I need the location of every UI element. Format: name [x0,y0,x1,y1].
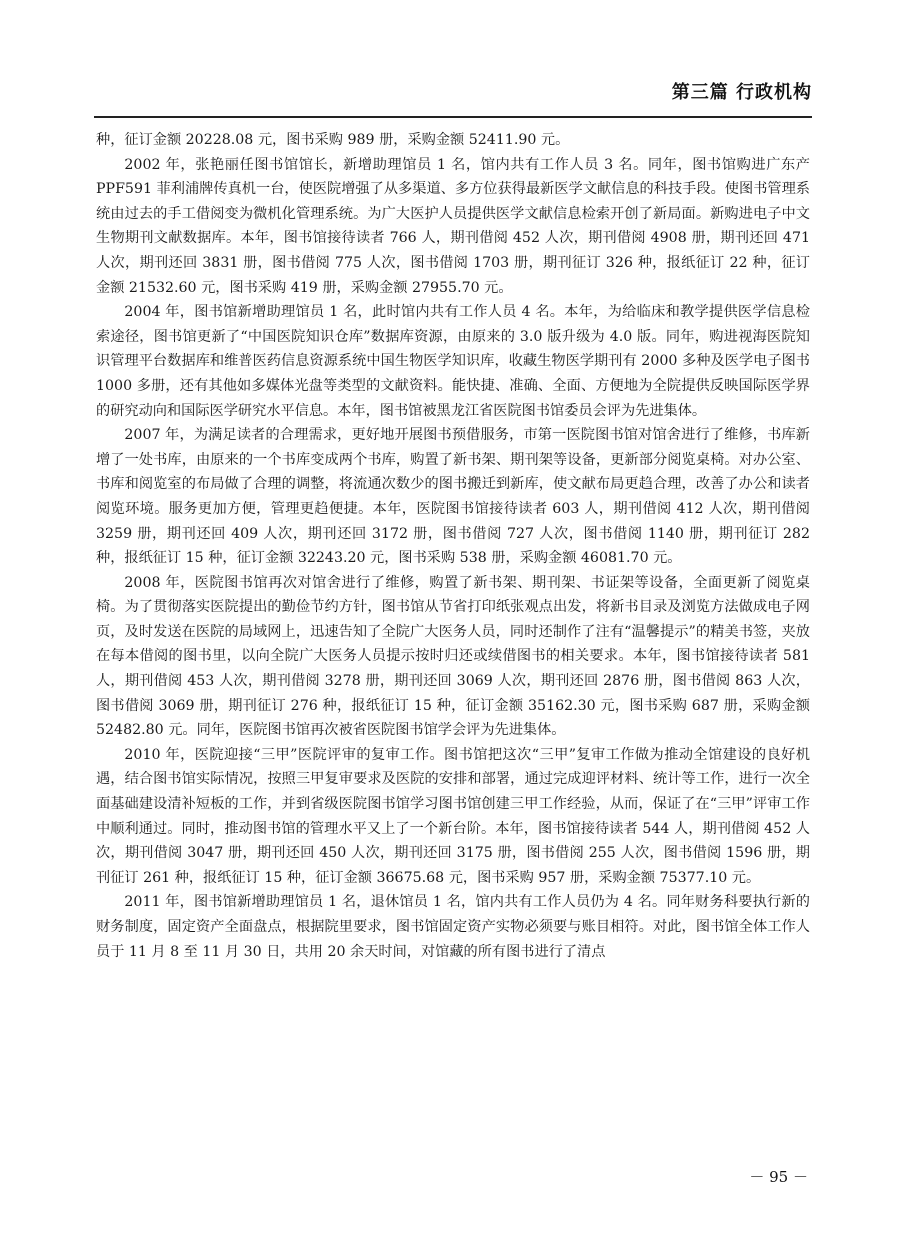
paragraph: 2004 年，图书馆新增助理馆员 1 名，此时馆内共有工作人员 4 名。本年，为给临床和教学提供医学信息检索途径，图书馆更新了“中国医院知识仓库”数据库资源，由原来的 3.0 版升级为 4.0 版。同年，购进视海医院知识管理平台数据库和维普医药信息资源系统中国生物医学知识库，收藏生物医学期刊有 2000 多种及医学电子图书 1000 多册，还有其他如多媒体光盘等类型的文献资料。能快捷、准确、全面、方便地为全院提供反映国际医学界的研究动向和国际医学研究水平信息。本年，图书馆被黑龙江省医院图书馆委员会评为先进集体。 [96,304,810,419]
paragraph: 2002 年，张艳丽任图书馆馆长，新增助理馆员 1 名，馆内共有工作人员 3 名。同年，图书馆购进广东产 PPF591 菲利浦牌传真机一台，使医院增强了从多渠道、多方位获得最新医学文献信息的科技手段。使图书管理系统由过去的手工借阅变为微机化管理系统。为广大医护人员提供医学文献信息检索开创了新局面。新购进电子中文生物期刊文献数据库。本年，图书馆接待读者 766 人，期刊借阅 452 人次，期刊借阅 4908 册，期刊还回 471 人次，期刊还回 3831 册，图书借阅 775 人次，图书借阅 1703 册，期刊征订 326 种，报纸征订 22 种，征订金额 21532.60 元，图书采购 419 册，采购金额 27955.70 元。 [96,156,810,296]
chapter-title: 第三篇 行政机构 [671,82,812,103]
paragraph: 2010 年，医院迎接“三甲”医院评审的复审工作。图书馆把这次“三甲”复审工作做为推动全馆建设的良好机遇，结合图书馆实际情况，按照三甲复审要求及医院的安排和部署，通过完成迎评材料、统计等工作，进行一次全面基础建设清补短板的工作，并到省级医院图书馆学习图书馆创建三甲工作经验，从而，保证了在“三甲”评审工作中顺利通过。同时，推动图书馆的管理水平又上了一个新台阶。本年，图书馆接待读者 544 人，期刊借阅 452 人次，期刊借阅 3047 册，期刊还回 450 人次，期刊还回 3175 册，图书借阅 255 人次，图书借阅 1596 册，期刊征订 261 种，报纸征订 15 种，征订金额 36675.68 元，图书采购 957 册，采购金额 75377.10 元。 [96,746,810,886]
paragraph: 2011 年，图书馆新增助理馆员 1 名，退休馆员 1 名，馆内共有工作人员仍为 4 名。同年财务科要执行新的财务制度，固定资产全面盘点，根据院里要求，图书馆固定资产实物必须要与账目相符。对此，图书馆全体工作人员于 11 月 8 至 11 月 30 日，共用 20 余天时间，对馆藏的所有图书进行了清点 [96,894,810,960]
paragraph: 种，征订金额 20228.08 元，图书采购 989 册，采购金额 52411.90 元。 [96,132,570,148]
paragraph: 2007 年，为满足读者的合理需求，更好地开展图书预借服务，市第一医院图书馆对馆舍进行了维修，书库新增了一处书库，由原来的一个书库变成两个书库，购置了新书架、期刊架等设备，更新部分阅览桌椅。对办公室、书库和阅览室的布局做了合理的调整，将流通次数少的图书搬迁到新库，使文献布局更趋合理，改善了办公和读者阅览环境。服务更加方便，管理更趋便捷。本年，医院图书馆接待读者 603 人，期刊借阅 412 人次，期刊借阅 3259 册，期刊还回 409 人次，期刊还回 3172 册，图书借阅 727 人次，图书借阅 1140 册，期刊征订 282 种，报纸征订 15 种，征订金额 32243.20 元，图书采购 538 册，采购金额 46081.70 元。 [96,427,810,567]
page-number: － 95 － [749,1168,808,1186]
body-text [96,128,810,964]
paragraph: 2008 年，医院图书馆再次对馆舍进行了维修，购置了新书架、期刊架、书证架等设备，全面更新了阅览桌椅。为了贯彻落实医院提出的勤俭节约方针，图书馆从节省打印纸张观点出发，将新书目录及浏览方法做成电子网页，及时发送在医院的局域网上，迅速告知了全院广大医务人员，同时还制作了注有“温馨提示”的精美书签，夹放在每本借阅的图书里，以向全院广大医务人员提示按时归还或续借图书的相关要求。本年，图书馆接待读者 581 人，期刊借阅 453 人次，期刊借阅 3278 册，期刊还回 3069 人次，期刊还回 2876 册，图书借阅 863 人次，图书借阅 3069 册，期刊征订 276 种，报纸征订 15 种，征订金额 35162.30 元，图书采购 687 册，采购金额 52482.80 元。同年，医院图书馆再次被省医院图书馆学会评为先进集体。 [96,574,810,739]
running-header [0,78,812,104]
header-divider [94,116,812,118]
